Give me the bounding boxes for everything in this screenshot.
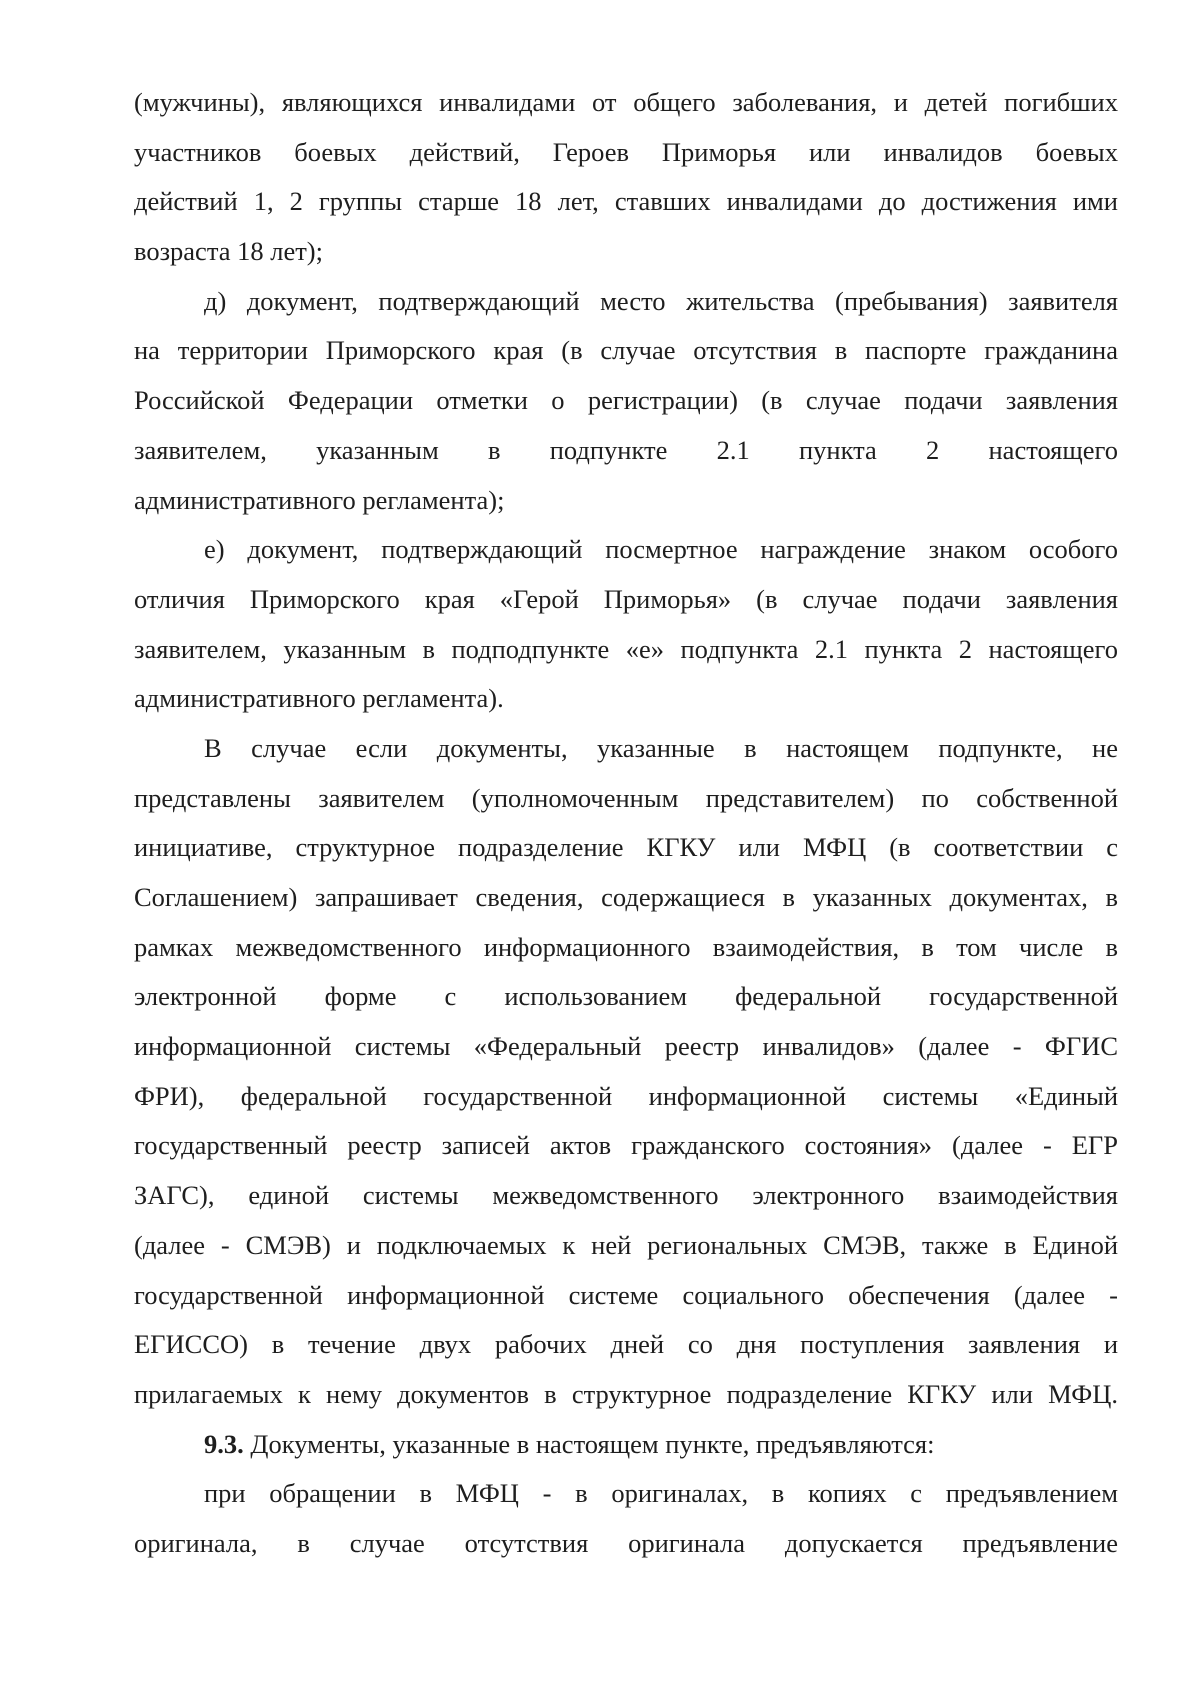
text-line: информационной системы «Федеральный реестр инвалидов» (далее - ФГИС: [134, 1031, 1118, 1062]
text-line: оригинала, в случае отсутствия оригинала допускается предъявление: [134, 1527, 1118, 1558]
text-line: возраста 18 лет);: [134, 236, 323, 267]
text-line: ФРИ), федеральной государственной информационной системы «Единый: [134, 1080, 1118, 1111]
text-line: заявителем, указанным в подподпункте «е» подпункта 2.1 пункта 2 настоящего: [134, 633, 1118, 664]
text-line: Российской Федерации отметки о регистрации) (в случае подачи заявления: [134, 385, 1118, 416]
document-body: [134, 78, 1118, 1569]
text-line: представлены заявителем (уполномоченным представителем) по собственной: [134, 782, 1118, 813]
text-line: (далее - СМЭВ) и подключаемых к ней региональных СМЭВ, также в Единой: [134, 1229, 1118, 1260]
text-line: рамках межведомственного информационного взаимодействия, в том числе в: [134, 931, 1118, 962]
text-line: отличия Приморского края «Герой Приморья» (в случае подачи заявления: [134, 583, 1118, 614]
text-line: административного регламента).: [134, 683, 504, 714]
text-line: при обращении в МФЦ - в оригиналах, в копиях с предъявлением: [204, 1478, 1118, 1509]
text-line: административного регламента);: [134, 484, 505, 515]
text-line: электронной форме с использованием федеральной государственной: [134, 981, 1118, 1012]
text-line: (мужчины), являющихся инвалидами от общего заболевания, и детей погибших: [134, 87, 1118, 117]
text-line: государственной информационной системе социального обеспечения (далее -: [134, 1279, 1118, 1310]
text-line: В случае если документы, указанные в настоящем подпункте, не: [204, 732, 1118, 763]
text-line: ЗАГС), единой системы межведомственного электронного взаимодействия: [134, 1180, 1118, 1211]
text-line: заявителем, указанным в подпункте 2.1 пункта 2 настоящего: [134, 434, 1118, 465]
text-line: на территории Приморского края (в случае отсутствия в паспорте гражданина: [134, 335, 1118, 366]
text-line: действий 1, 2 группы старше 18 лет, ставших инвалидами до достижения ими: [134, 186, 1118, 217]
text-line: государственный реестр записей актов гражданского состояния» (далее - ЕГР: [134, 1130, 1118, 1161]
text-line: участников боевых действий, Героев Приморья или инвалидов боевых: [134, 136, 1118, 167]
text-line: инициативе, структурное подразделение КГКУ или МФЦ (в соответствии с: [134, 832, 1118, 863]
text-line: е) документ, подтверждающий посмертное награждение знаком особого: [204, 534, 1118, 565]
text-line: ЕГИССО) в течение двух рабочих дней со дня поступления заявления и: [134, 1329, 1118, 1360]
text-line: д) документ, подтверждающий место жительства (пребывания) заявителя: [204, 285, 1118, 316]
section-line: [134, 1420, 1118, 1470]
section-text: Документы, указанные в настоящем пункте, предъявляются:: [250, 1428, 935, 1459]
text-line: прилагаемых к нему документов в структурное подразделение КГКУ или МФЦ.: [134, 1378, 1118, 1409]
text-line: Соглашением) запрашивает сведения, содержащиеся в указанных документах, в: [134, 882, 1118, 912]
section-number: 9.3.: [204, 1428, 244, 1459]
